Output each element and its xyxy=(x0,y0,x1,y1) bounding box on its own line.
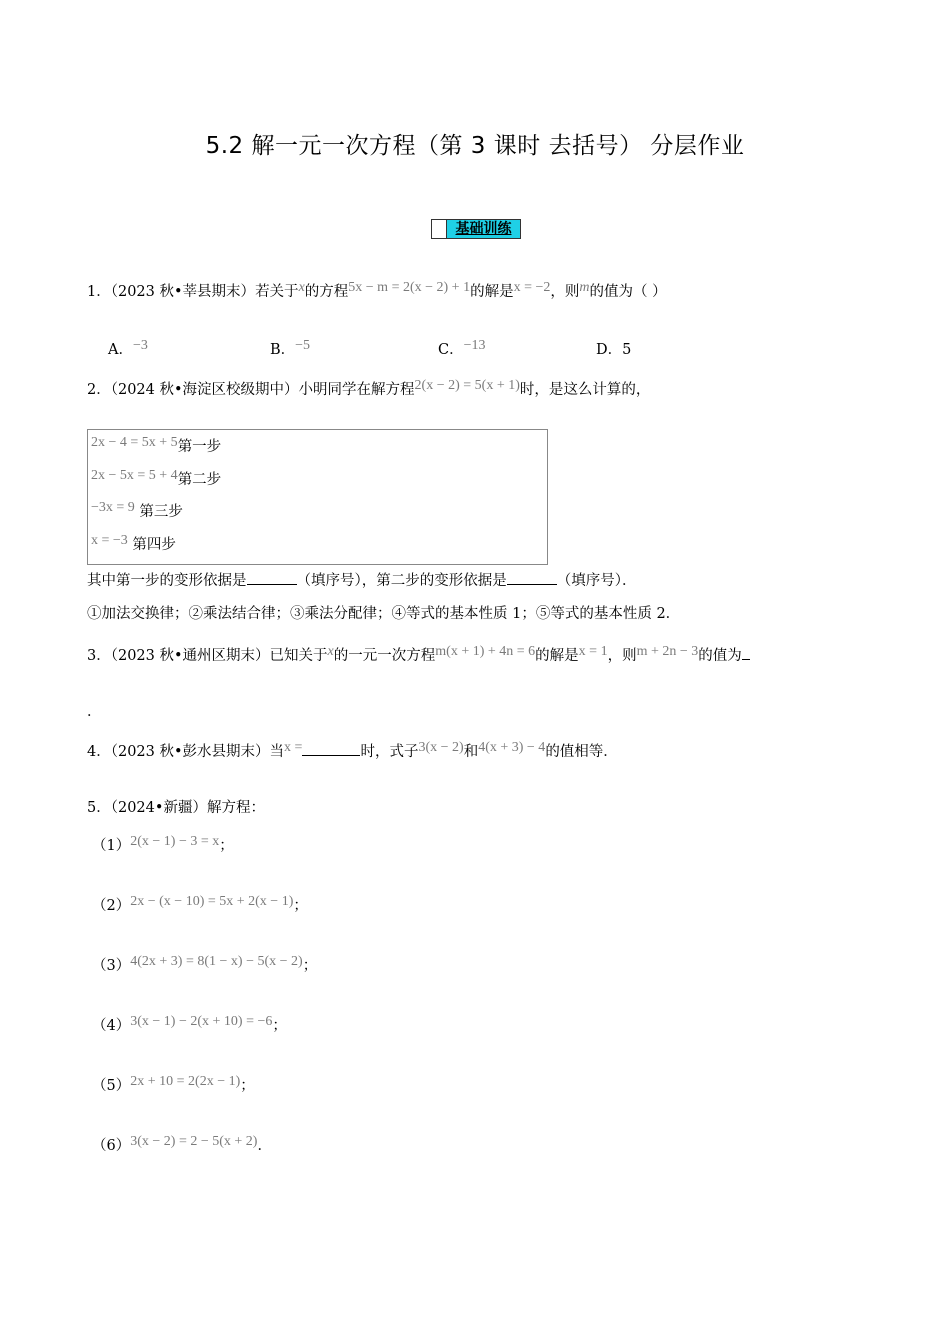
option-label: B． xyxy=(270,342,296,358)
section-label: 基础训练 xyxy=(447,220,520,238)
answer-blank[interactable] xyxy=(302,741,360,756)
math-expression-1: 3(x − 2) xyxy=(418,740,464,755)
badge-marker xyxy=(432,220,447,238)
option-b[interactable] xyxy=(270,340,310,361)
question-5 xyxy=(87,798,265,818)
question-number: 5． xyxy=(87,800,111,816)
answer-blank[interactable] xyxy=(742,645,750,660)
option-d[interactable] xyxy=(596,340,631,360)
question-source: （2023 秋•通州区期末） xyxy=(110,648,270,664)
question-text: ，则 xyxy=(550,284,580,300)
option-a[interactable] xyxy=(108,340,148,361)
page-title: 5.2 解一元一次方程（第 3 课时 去括号） 分层作业 xyxy=(205,133,745,159)
option-value: −13 xyxy=(463,338,486,353)
question-source: （2023 秋•彭水县期末） xyxy=(110,744,270,760)
question-number: 4． xyxy=(87,744,111,760)
answer-blank-2[interactable] xyxy=(507,570,557,585)
question-text: 的值为（ ） xyxy=(589,284,667,300)
question-number: 1． xyxy=(87,284,111,300)
question-text: ，则 xyxy=(607,648,637,664)
question-3-tail: ． xyxy=(87,704,102,720)
math-var: x xyxy=(298,280,305,295)
math-equation: 3(x − 1) − 2(x + 10) = −6 xyxy=(130,1014,273,1029)
option-value: 5 xyxy=(622,342,632,358)
question-2-ask xyxy=(87,570,637,591)
math-var: m xyxy=(579,280,590,295)
question-text: 解方程： xyxy=(206,800,265,816)
solution-steps-box xyxy=(87,429,548,565)
option-label: C． xyxy=(438,342,464,358)
question-text: 时，式子 xyxy=(360,744,419,760)
math-solution: x = −2 xyxy=(513,280,551,295)
math-expression: m + 2n − 3 xyxy=(636,644,699,659)
question-3 xyxy=(87,645,750,667)
option-label: A． xyxy=(108,342,133,358)
question-4 xyxy=(87,741,618,763)
question-number: 2． xyxy=(87,382,111,398)
math-equation: 5x − m = 2(x − 2) + 1 xyxy=(348,280,471,295)
step-3: −3x = 9 第三步 xyxy=(91,500,183,520)
question-text: （填序号），第二步的变形依据是 xyxy=(296,573,507,589)
question-text: 的解是 xyxy=(535,648,579,664)
question-source: （2023 秋•莘县期末） xyxy=(110,284,256,300)
answer-blank-1[interactable] xyxy=(247,570,297,585)
question-2 xyxy=(87,380,650,401)
question-1 xyxy=(87,282,667,303)
question-text: 的值为 xyxy=(698,648,742,664)
question-text: 的一元一次方程 xyxy=(333,648,436,664)
math-equation: m(x + 1) + 4n = 6 xyxy=(435,644,536,659)
question-text: （填序号）． xyxy=(556,573,637,589)
step-1: 2x − 4 = 5x + 5第一步 xyxy=(91,435,222,455)
question-text: 小明同学在解方程 xyxy=(298,382,415,398)
question-source: （2024•新疆） xyxy=(110,800,207,816)
question-text: 和 xyxy=(463,744,479,760)
sub-question-3: （3）4(2x + 3) = 8(1 − x) − 5(x − 2)； xyxy=(92,954,318,974)
question-text: 已知关于 xyxy=(269,648,328,664)
math-equation: 4(2x + 3) = 8(1 − x) − 5(x − 2) xyxy=(130,954,303,969)
question-source: （2024 秋•海淀区校级期中） xyxy=(110,382,299,398)
question-number: 3． xyxy=(87,648,111,664)
question-text: 若关于 xyxy=(255,284,299,300)
sub-question-5: （5）2x + 10 = 2(2x − 1)； xyxy=(92,1074,255,1094)
question-2-choices: ①加法交换律；②乘法结合律；③乘法分配律；④等式的基本性质 1；⑤等式的基本性质 2． xyxy=(87,606,681,622)
math-equation: 2x − (x − 10) = 5x + 2(x − 1) xyxy=(130,894,294,909)
question-text: 的解是 xyxy=(470,284,514,300)
math-equation: 2x + 10 = 2(2x − 1) xyxy=(130,1074,241,1089)
sub-question-6: （6）3(x − 2) = 2 − 5(x + 2)． xyxy=(92,1134,272,1154)
math-expression-2: 4(x + 3) − 4 xyxy=(478,740,546,755)
math-var: x xyxy=(327,644,334,659)
option-label: D． xyxy=(596,342,623,358)
sub-question-1: （1）2(x − 1) − 3 = x； xyxy=(92,834,234,854)
question-text: 的值相等． xyxy=(545,744,618,760)
math-equation: 2(x − 2) = 5(x + 1) xyxy=(414,378,520,393)
question-text: 当 xyxy=(269,744,285,760)
math-equation: 3(x − 2) = 2 − 5(x + 2) xyxy=(130,1134,258,1149)
option-value: −3 xyxy=(132,338,148,353)
sub-question-2: （2）2x − (x − 10) = 5x + 2(x − 1)； xyxy=(92,894,308,914)
option-value: −5 xyxy=(295,338,311,353)
math-var: x = xyxy=(284,740,303,755)
sub-question-4: （4）3(x − 1) − 2(x + 10) = −6； xyxy=(92,1014,287,1034)
question-text: 时，是这么计算的， xyxy=(519,382,651,398)
section-badge xyxy=(431,219,521,239)
question-text: 其中第一步的变形依据是 xyxy=(87,573,247,589)
question-text: 的方程 xyxy=(304,284,349,300)
option-c[interactable] xyxy=(438,340,486,361)
step-2: 2x − 5x = 5 + 4第二步 xyxy=(91,468,222,488)
math-solution: x = 1 xyxy=(578,644,608,659)
math-equation: 2(x − 1) − 3 = x xyxy=(130,834,220,849)
step-4: x = −3 第四步 xyxy=(91,533,176,553)
